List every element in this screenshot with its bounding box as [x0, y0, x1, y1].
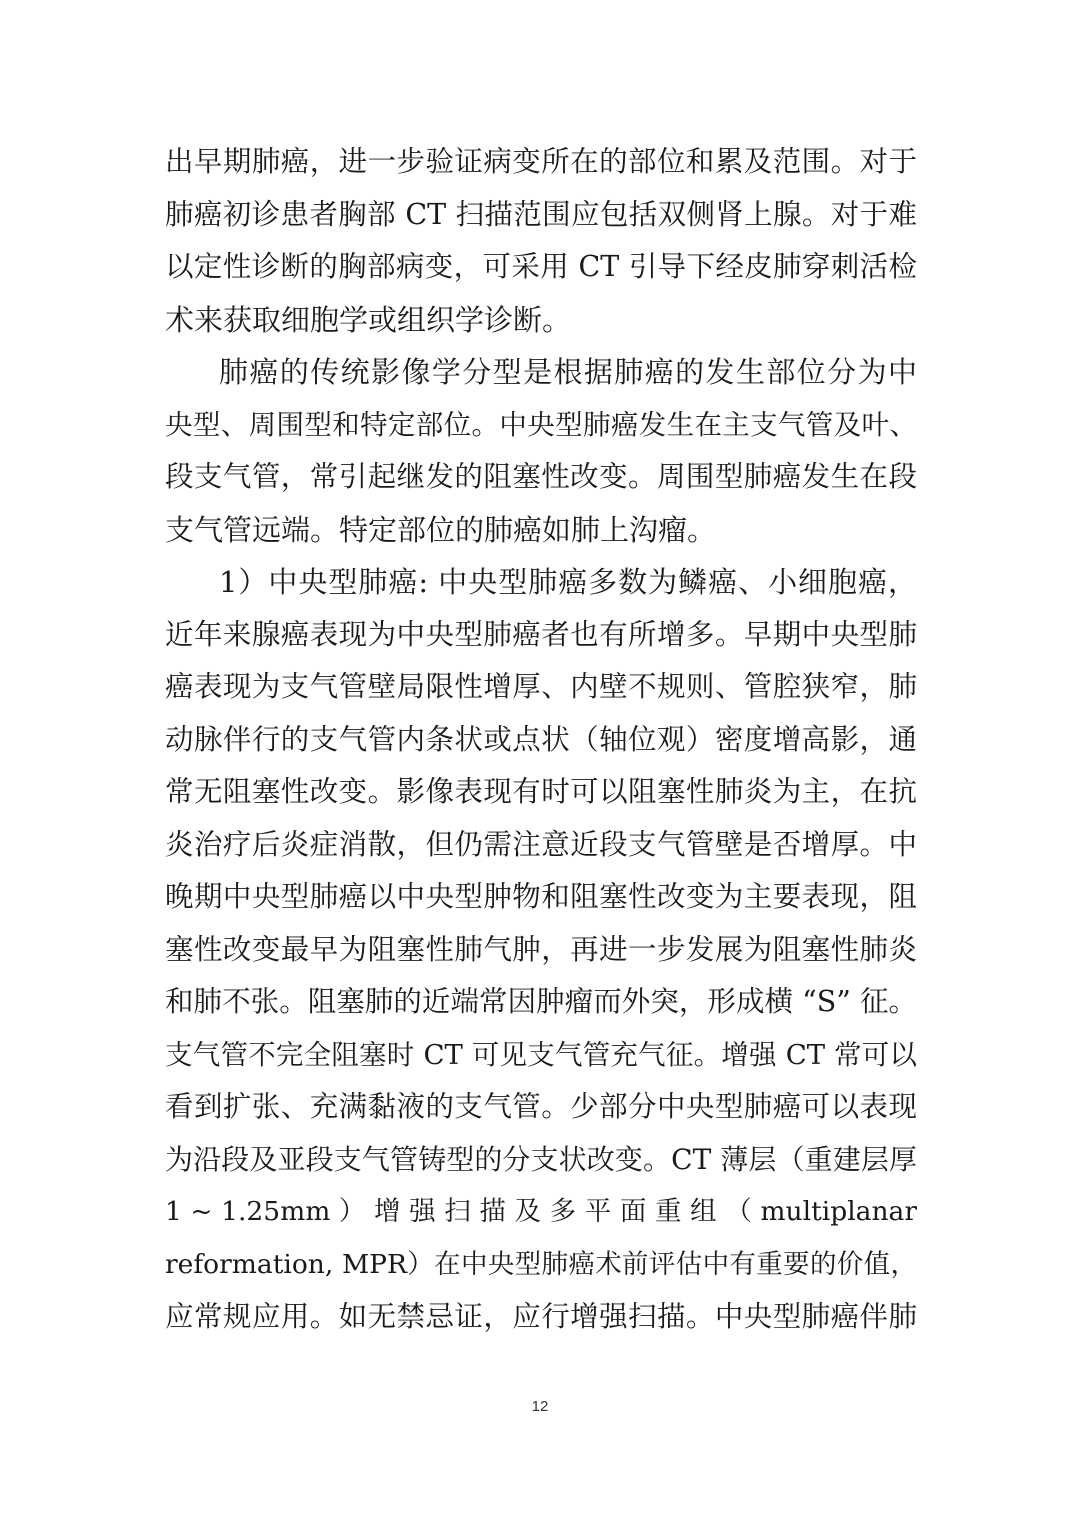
text-line: 为沿段及亚段支气管铸型的分支状改变。CT 薄层（重建层厚 — [165, 1142, 917, 1176]
text-line: 动脉伴行的支气管内条状或点状（轴位观）密度增高影，通 — [165, 722, 917, 756]
text-line: 术来获取细胞学或组织学诊断。 — [165, 302, 572, 337]
text-line: 近年来腺癌表现为中央型肺癌者也有所增多。早期中央型肺 — [165, 617, 917, 651]
text-line: 看到扩张、充满黏液的支气管。少部分中央型肺癌可以表现 — [165, 1090, 917, 1123]
text-line: 炎治疗后炎症消散，但仍需注意近段支气管壁是否增厚。中 — [165, 827, 917, 861]
text-line: 肺癌初诊患者胸部 CT 扫描范围应包括双侧肾上腺。对于难 — [165, 197, 917, 231]
text-line: 和肺不张。阻塞肺的近端常因肿瘤而外突，形成横 “S” 征。 — [165, 985, 917, 1018]
text-line: 应常规应用。如无禁忌证，应行增强扫描。中央型肺癌伴肺 — [165, 1300, 917, 1333]
paragraph — [165, 346, 917, 556]
text-line: 出早期肺癌，进一步验证病变所在的部位和累及范围。对于 — [165, 145, 917, 178]
text-line: 以定性诊断的胸部病变，可采用 CT 引导下经皮肺穿刺活检 — [165, 250, 917, 283]
text-line: 央型、周围型和特定部位。中央型肺癌发生在主支气管及叶、 — [165, 408, 917, 441]
text-line: 段支气管，常引起继发的阻塞性改变。周围型肺癌发生在段 — [165, 460, 917, 493]
page-number: 12 — [531, 1398, 549, 1415]
text-line: reformation, MPR）在中央型肺癌术前评估中有重要的价值， — [165, 1248, 917, 1280]
text-line: 癌表现为支气管壁局限性增厚、内壁不规则、管腔狭窄，肺 — [165, 670, 917, 703]
text-line: 1 ~ 1.25mm ） 增 强 扫 描 及 多 平 面 重 组 （ multiplanar — [165, 1196, 917, 1227]
text-line: 常无阻塞性改变。影像表现有时可以阻塞性肺炎为主，在抗 — [165, 775, 917, 808]
text-line: 晚期中央型肺癌以中央型肿物和阻塞性改变为主要表现，阻 — [165, 880, 917, 913]
text-line: 塞性改变最早为阻塞性肺气肿，再进一步发展为阻塞性肺炎 — [165, 932, 917, 966]
paragraph — [165, 136, 917, 346]
text-line: 支气管不完全阻塞时 CT 可见支气管充气征。增强 CT 常可以 — [165, 1038, 917, 1071]
text-line: 支气管远端。特定部位的肺癌如肺上沟瘤。 — [165, 512, 717, 547]
body-text — [165, 136, 917, 1344]
text-line: 1）中央型肺癌: 中央型肺癌多数为鳞癌、小细胞癌， — [219, 565, 917, 599]
text-line: 肺癌的传统影像学分型是根据肺癌的发生部位分为中 — [219, 355, 917, 389]
paragraph — [165, 556, 917, 1344]
